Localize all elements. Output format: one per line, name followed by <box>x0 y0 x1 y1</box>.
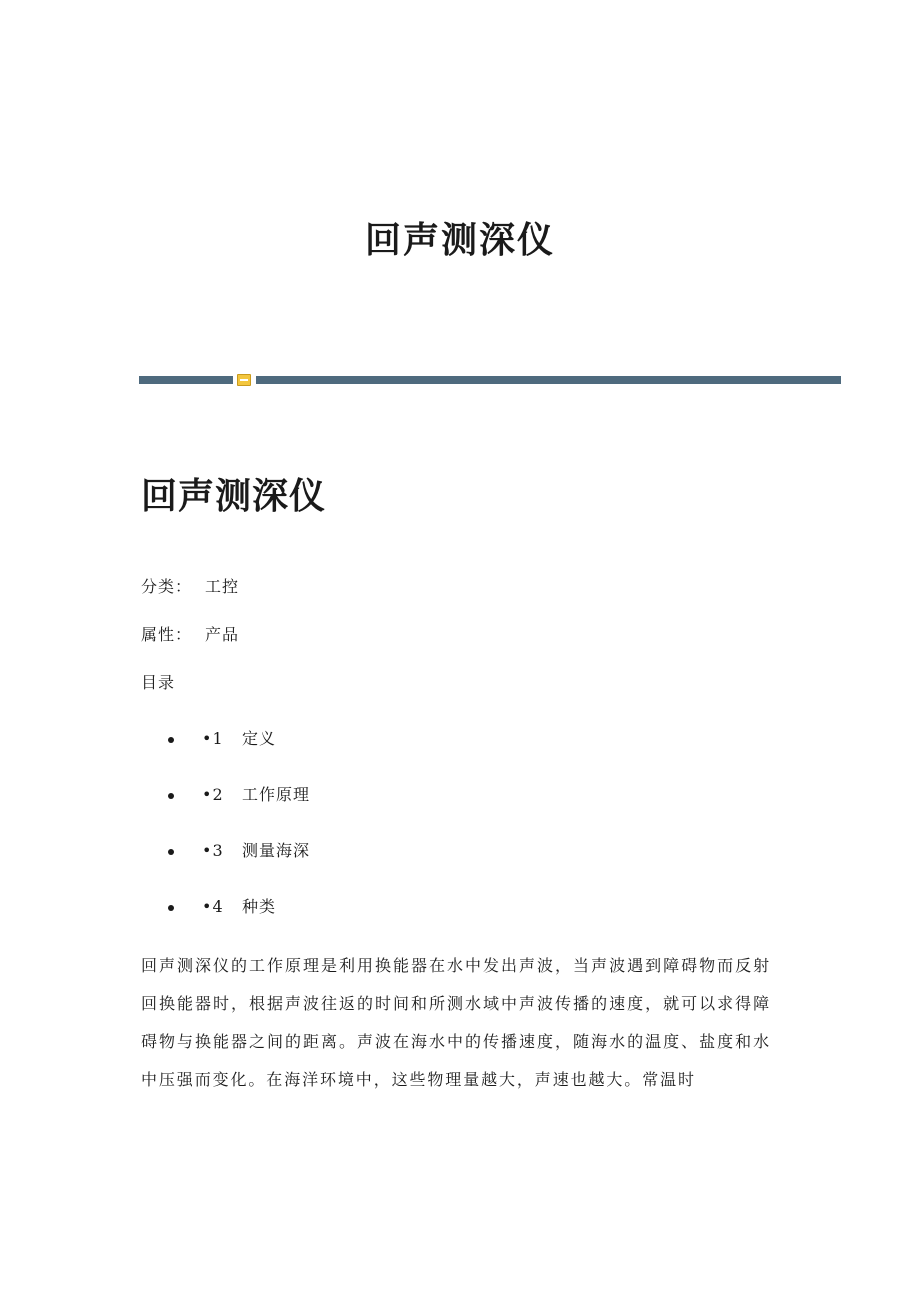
toc-item-depth-measurement[interactable] <box>168 839 310 895</box>
toc-item-label: 工作原理 <box>242 785 311 804</box>
section-divider <box>139 373 841 387</box>
toc-item-types[interactable] <box>168 895 310 951</box>
toc-heading: 目录 <box>141 673 176 692</box>
table-of-contents <box>168 727 310 951</box>
bullet-icon <box>168 793 174 799</box>
toc-item-label: 测量海深 <box>242 841 311 860</box>
body-paragraph: 回声测深仪的工作原理是利用换能器在水中发出声波，当声波遇到障碍物而反射回换能器时，根据声波往返的时间和所测水域中声波传播的速度，就可以求得障碍物与换能器之间的距离。声波在海水中的传播速度，随海水的温度、盐度和水中压强而变化。在海洋环境中，这些物理量越大，声速也越大。常温时 <box>141 956 771 1089</box>
toc-item-number: •2 <box>202 785 224 804</box>
meta-category <box>141 575 239 599</box>
toc-item-definition[interactable] <box>168 727 310 783</box>
divider-bar-left <box>139 376 233 384</box>
toc-item-label: 种类 <box>242 897 277 916</box>
toc-item-number: •1 <box>202 729 224 748</box>
toc-item-number: •3 <box>202 841 224 860</box>
divider-bar-right <box>256 376 841 384</box>
toc-item-working-principle[interactable] <box>168 783 310 839</box>
bullet-icon <box>168 849 174 855</box>
meta-category-value: 工控 <box>205 577 240 596</box>
bullet-icon <box>168 905 174 911</box>
meta-attribute-label: 属性： <box>141 625 193 644</box>
toc-item-number: •4 <box>202 897 224 916</box>
meta-category-label: 分类： <box>141 577 193 596</box>
page-title: 回声测深仪 <box>141 475 327 517</box>
cover-title: 回声测深仪 <box>364 219 555 261</box>
meta-attribute-value: 产品 <box>205 625 240 644</box>
bullet-icon <box>168 737 174 743</box>
divider-marker-icon <box>237 374 251 386</box>
meta-attribute <box>141 623 239 647</box>
toc-item-label: 定义 <box>242 729 277 748</box>
